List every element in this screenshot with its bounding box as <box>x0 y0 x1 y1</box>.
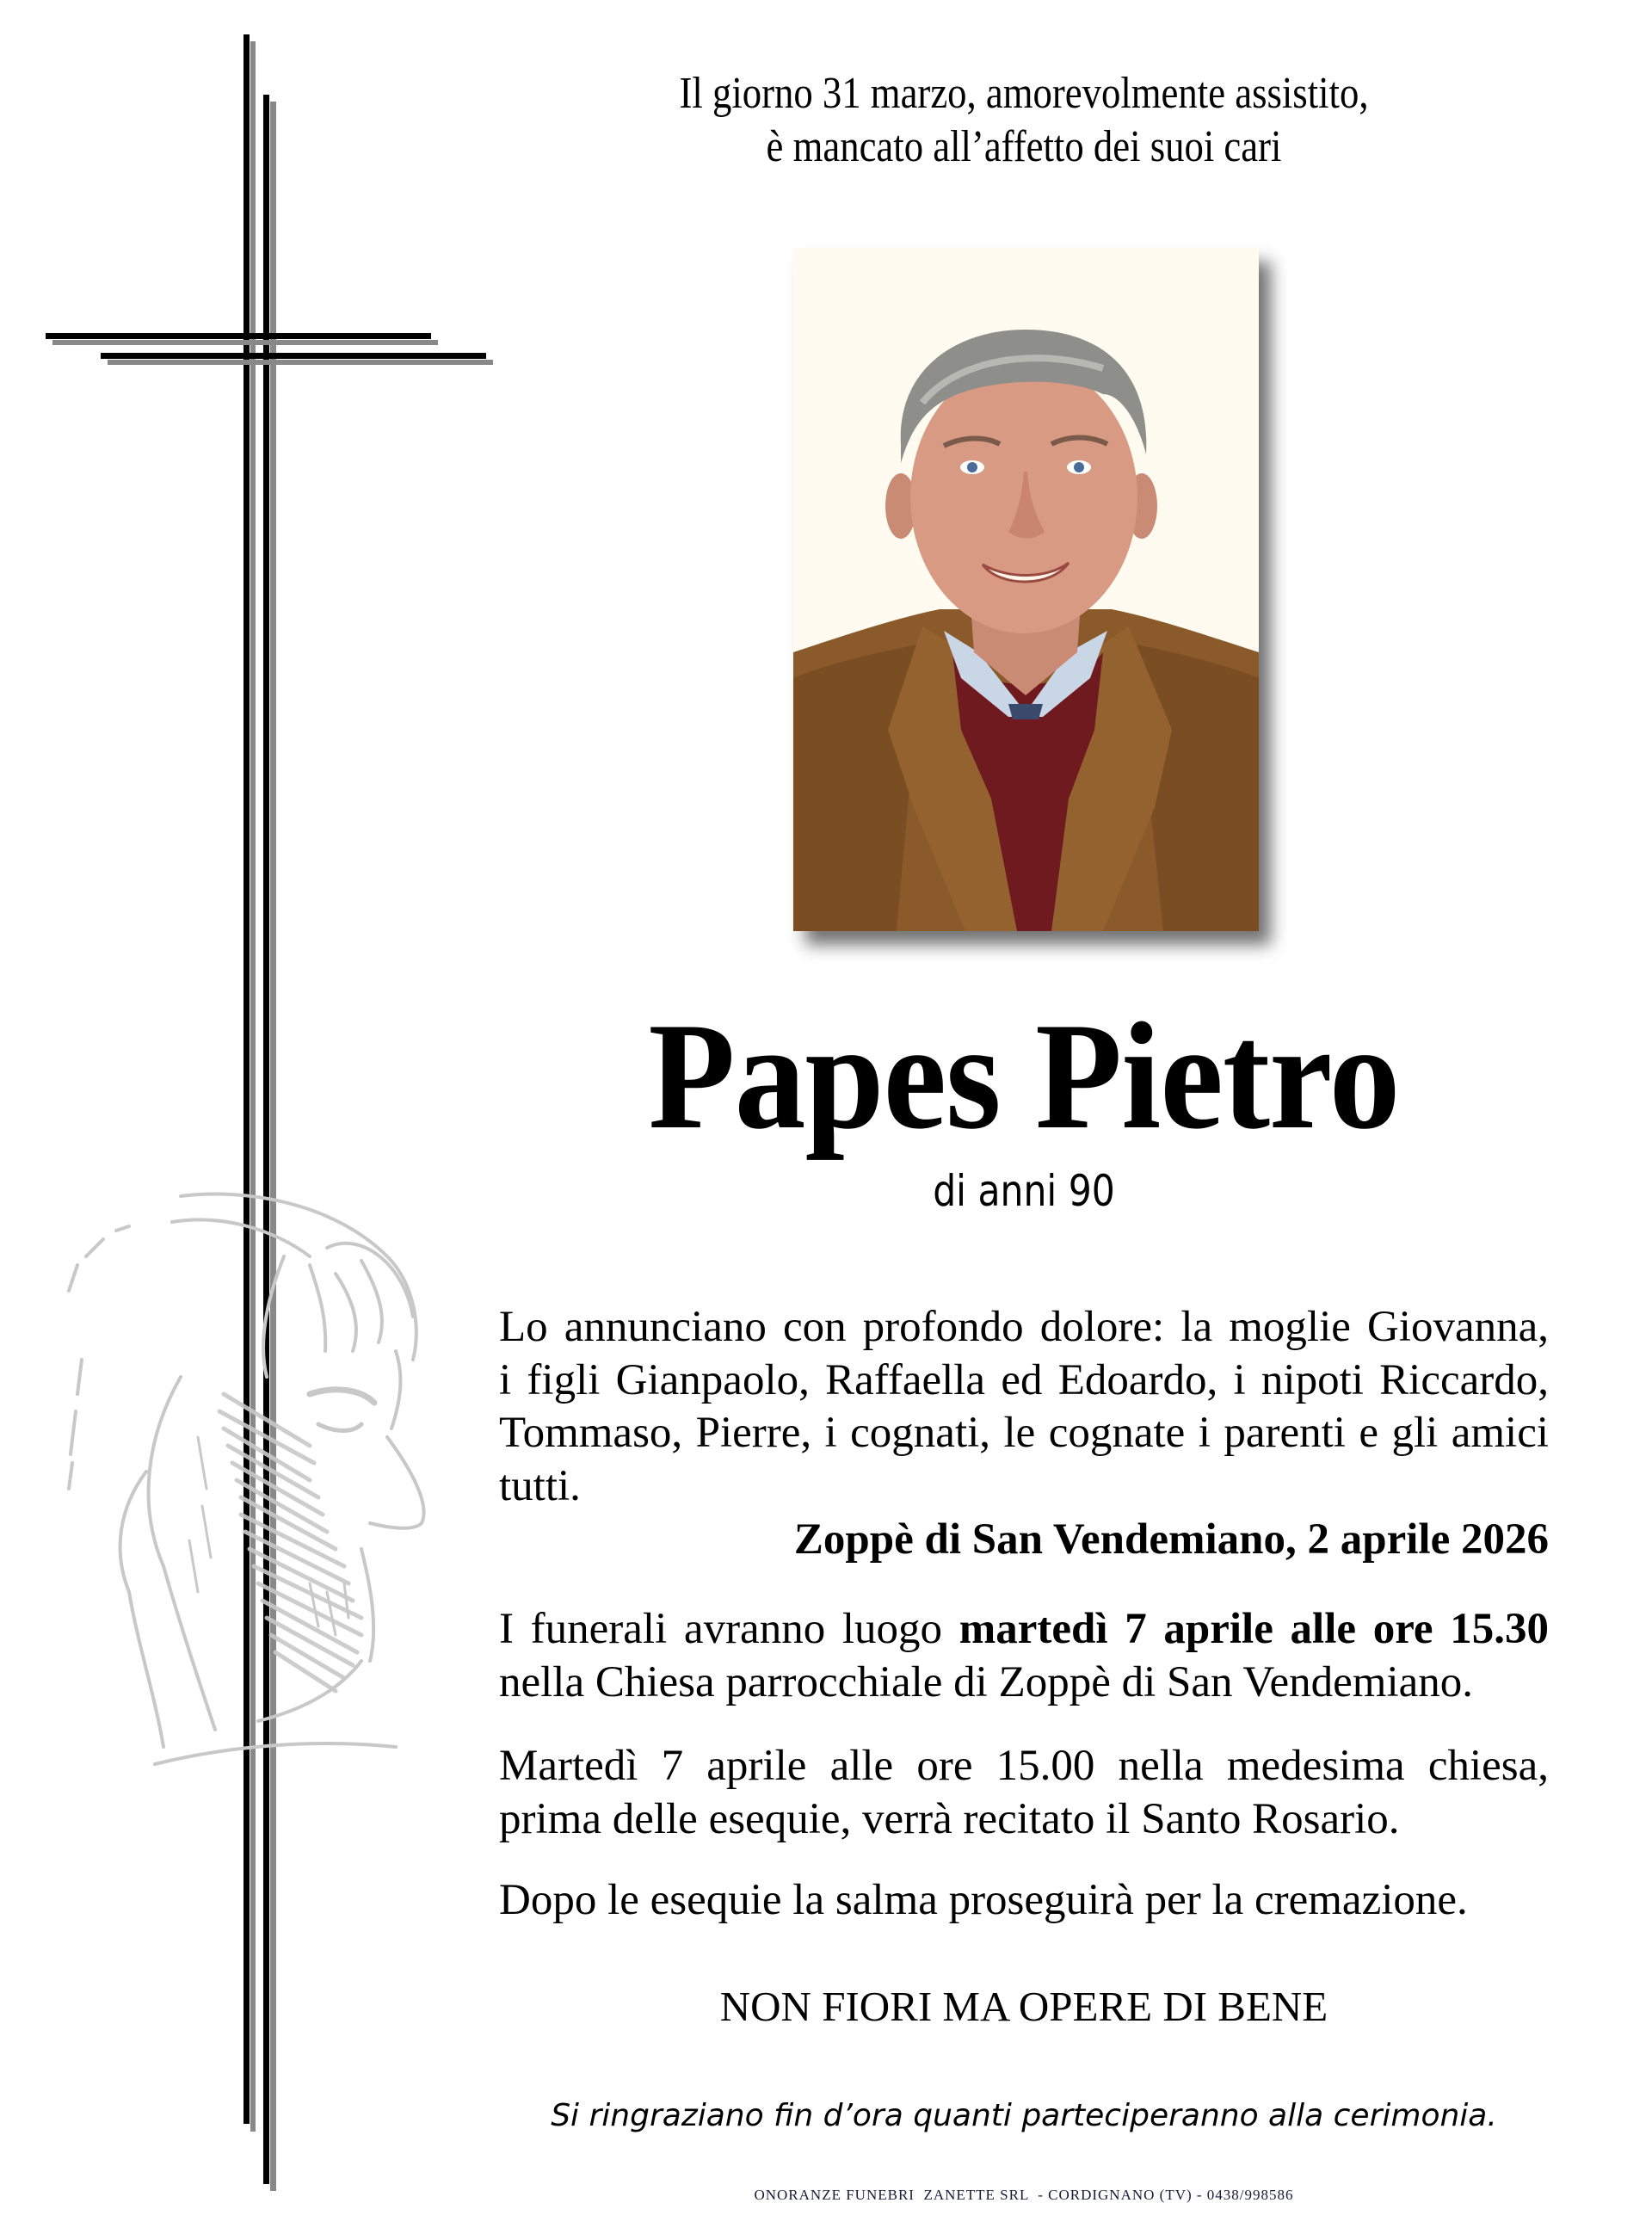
flowers-request: NON FIORI MA OPERE DI BENE <box>719 1983 1328 2030</box>
rosary-line-1: Martedì 7 aprile alle ore 15.00 nella medesima chiesa, <box>499 1742 1549 1790</box>
portrait-photo <box>793 248 1259 931</box>
funeral-prefix: I funerali avranno luogo <box>499 1605 959 1653</box>
rosary-block <box>499 1740 1549 1846</box>
rosary-line-2: prima delle esequie, verrà recitato il Santo Rosario. <box>499 1794 1400 1843</box>
cross-horizontal-bar-2-shadow <box>108 360 493 365</box>
funeral-home-footer: ONORANZE FUNEBRI ZANETTE SRL - CORDIGNANO (TV) - 0438/998586 <box>754 2187 1294 2203</box>
funeral-date-time: martedì 7 aprile alle ore 15.30 <box>959 1605 1549 1653</box>
christ-sketch-icon <box>52 1179 447 1807</box>
intro-line-1: Il giorno 31 marzo, amorevolmente assistito, <box>679 69 1369 118</box>
deceased-age: di anni 90 <box>933 1166 1115 1216</box>
funeral-block <box>499 1603 1549 1709</box>
announcement-line-4: tutti. <box>499 1462 581 1511</box>
cross-vertical-bar-2-shadow <box>270 102 276 2191</box>
cross-vertical-bar-2 <box>263 95 269 2184</box>
cross-horizontal-bar-1-shadow <box>52 340 438 345</box>
cremation-text: Dopo le esequie la salma proseguirà per la cremazione. <box>499 1876 1468 1924</box>
place-date: Zoppè di San Vendemiano, 2 aprile 2026 <box>793 1515 1549 1564</box>
funeral-line-2: nella Chiesa parrocchiale di Zoppè di San Vendemiano. <box>499 1657 1474 1706</box>
cross-horizontal-bar-1 <box>46 333 431 339</box>
thanks-text: Si ringraziano fin d’ora quanti parteciperanno alla cerimonia. <box>551 2098 1497 2133</box>
deceased-name: Papes Pietro <box>648 990 1400 1161</box>
intro-line-2: è mancato all’affetto dei suoi cari <box>766 122 1282 171</box>
announcement-line-3: Tommaso, Pierre, i cognati, le cognate i parenti e gli amici <box>499 1409 1549 1458</box>
cross-vertical-bar-1 <box>243 34 250 2124</box>
announcement-line-2: i figli Gianpaolo, Raffaella ed Edoardo, i nipoti Riccardo, <box>499 1355 1549 1404</box>
cross-horizontal-bar-2 <box>101 353 486 359</box>
announcement-line-1: Lo annunciano con profondo dolore: la moglie Giovanna, <box>499 1303 1549 1351</box>
intro-text <box>588 67 1461 174</box>
funeral-line-1 <box>499 1603 1549 1657</box>
announcement-block <box>499 1301 1549 1567</box>
